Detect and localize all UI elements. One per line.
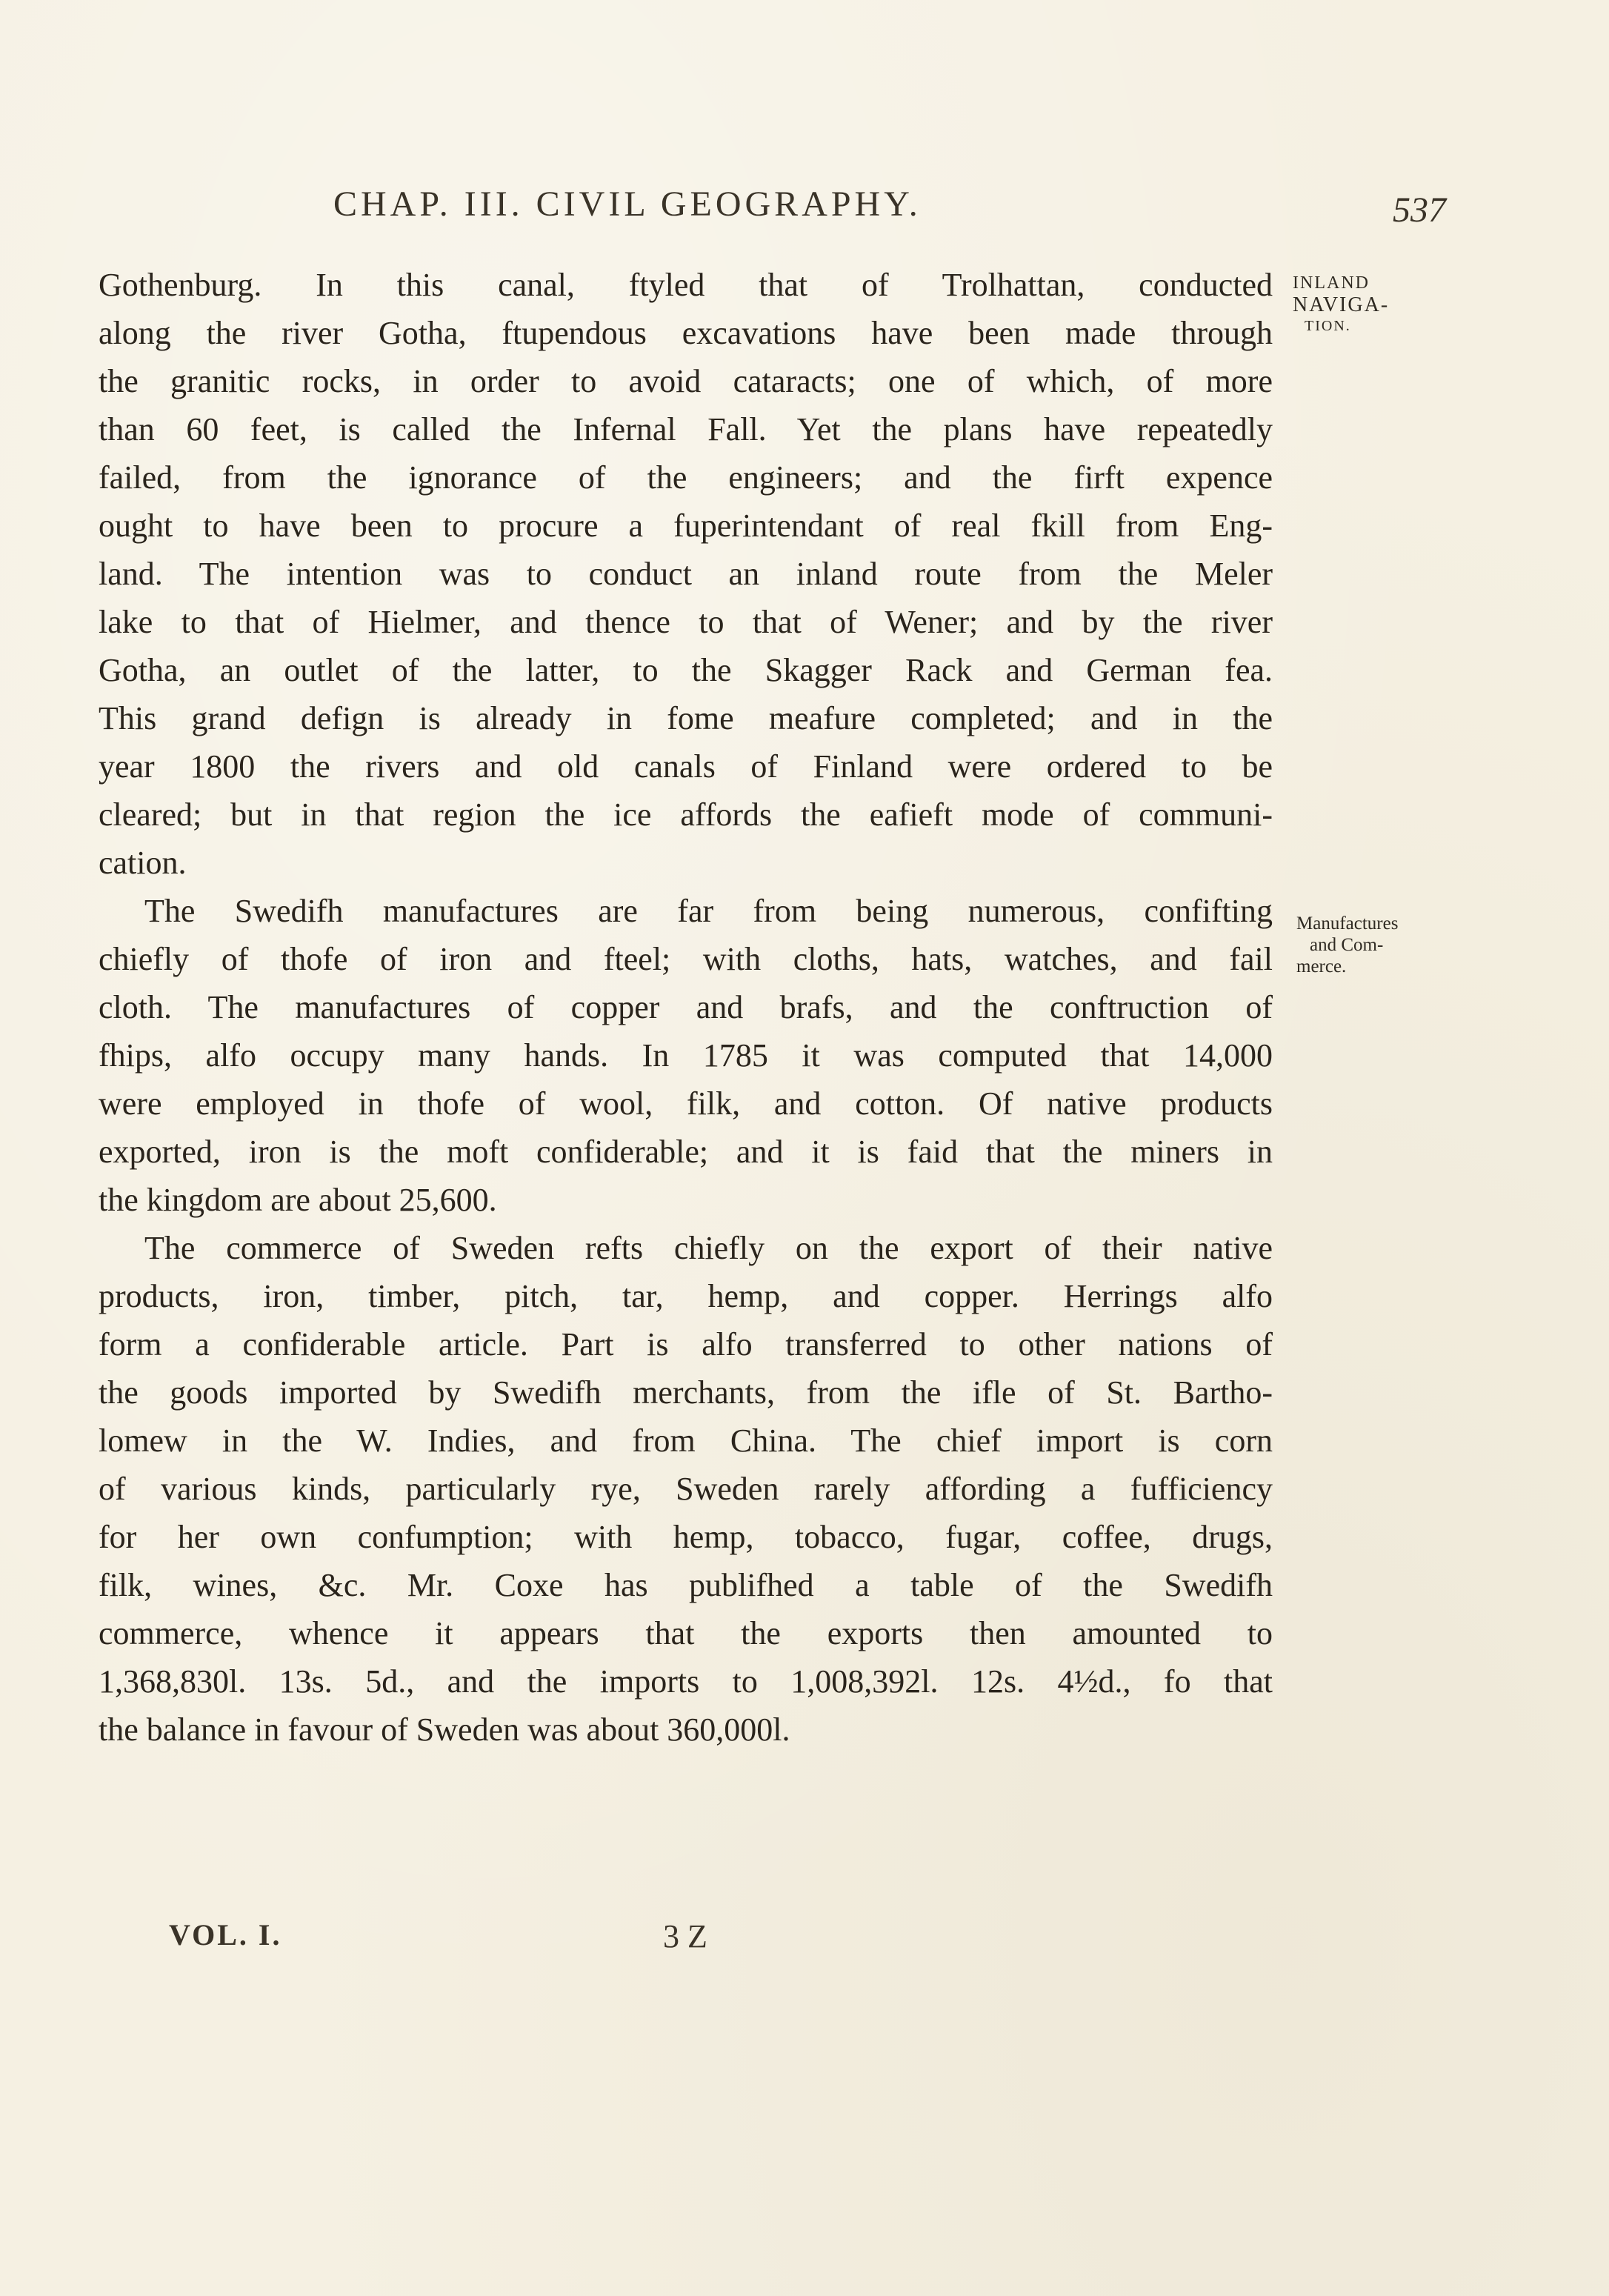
text-line: the granitic rocks, in order to avoid cataracts; one of which, of more <box>99 363 1273 399</box>
text-line: cation. <box>99 845 187 881</box>
text-line: lomew in the W. Indies, and from China. The chief import is corn <box>99 1422 1273 1459</box>
text-line: exported, iron is the moft confiderable; and it is faid that the miners in <box>99 1134 1273 1170</box>
text-line: ought to have been to procure a fuperintendant of real fkill from Eng- <box>99 508 1273 544</box>
text-line: chiefly of thofe of iron and fteel; with cloths, hats, watches, and fail <box>99 941 1273 977</box>
running-head: CHAP. III. CIVIL GEOGRAPHY. <box>333 184 922 224</box>
volume-number: VOL. I. <box>169 1918 282 1951</box>
margin-note-line: Manufactures <box>1296 914 1399 934</box>
text-line: along the river Gotha, ftupendous excavations have been made through <box>99 315 1273 351</box>
margin-note-manufactures-commerce <box>1296 913 1398 977</box>
text-line: This grand defign is already in fome meafure completed; and in the <box>99 700 1273 736</box>
text-line: were employed in thofe of wool, filk, and cotton. Of native products <box>99 1085 1273 1122</box>
margin-note-line: NAVIGA- <box>1293 293 1390 316</box>
text-line: 1,368,830l. 13s. 5d., and the imports to 1,008,392l. 12s. 4½d., fo that <box>99 1663 1273 1700</box>
text-line: Gothenburg. In this canal, ftyled that of Trolhattan, conducted <box>99 267 1273 303</box>
text-line: the balance in favour of Sweden was about 360,000l. <box>99 1711 790 1748</box>
page-header <box>0 184 1609 236</box>
margin-note-inland-navigation <box>1293 273 1389 337</box>
text-line: form a confiderable article. Part is alfo transferred to other nations of <box>99 1326 1273 1362</box>
margin-note-line: and Com- <box>1310 935 1384 955</box>
text-line: of various kinds, particularly rye, Sweden rarely affording a fufficiency <box>99 1471 1273 1507</box>
text-line: commerce, whence it appears that the exports then amounted to <box>99 1615 1273 1651</box>
text-line: than 60 feet, is called the Infernal Fall. Yet the plans have repeatedly <box>99 411 1273 447</box>
text-line: lake to that of Hielmer, and thence to that of Wener; and by the river <box>99 604 1273 640</box>
margin-note-line: TION. <box>1305 318 1351 334</box>
margin-note-line: INLAND <box>1293 273 1370 293</box>
page-footer <box>0 1917 1609 1962</box>
body-text <box>99 261 1273 1754</box>
text-line: fhips, alfo occupy many hands. In 1785 it was computed that 14,000 <box>99 1037 1273 1074</box>
margin-note-line: merce. <box>1296 956 1347 976</box>
text-line: year 1800 the rivers and old canals of Finland were ordered to be <box>99 748 1273 785</box>
text-line: the kingdom are about 25,600. <box>99 1182 497 1218</box>
text-line: products, iron, timber, pitch, tar, hemp, and copper. Herrings alfo <box>99 1278 1273 1314</box>
text-line: cloth. The manufactures of copper and brafs, and the conftruction of <box>99 989 1273 1025</box>
text-line: The commerce of Sweden refts chiefly on the export of their native <box>144 1230 1273 1266</box>
text-line: land. The intention was to conduct an inland route from the Meler <box>99 556 1273 592</box>
text-line: The Swedifh manufactures are far from being numerous, confifting <box>144 893 1273 929</box>
text-line: for her own confumption; with hemp, tobacco, fugar, coffee, drugs, <box>99 1519 1273 1555</box>
text-line: filk, wines, &c. Mr. Coxe has publifhed a table of the Swedifh <box>99 1567 1273 1603</box>
text-line: cleared; but in that region the ice affords the eafieft mode of communi- <box>99 796 1273 833</box>
signature-mark: 3 Z <box>663 1918 707 1954</box>
page-number: 537 <box>1393 190 1446 230</box>
text-line: failed, from the ignorance of the engineers; and the firft expence <box>99 459 1273 496</box>
text-line: the goods imported by Swedifh merchants, from the ifle of St. Bartho- <box>99 1374 1273 1411</box>
text-line: Gotha, an outlet of the latter, to the Skagger Rack and German fea. <box>99 652 1273 688</box>
